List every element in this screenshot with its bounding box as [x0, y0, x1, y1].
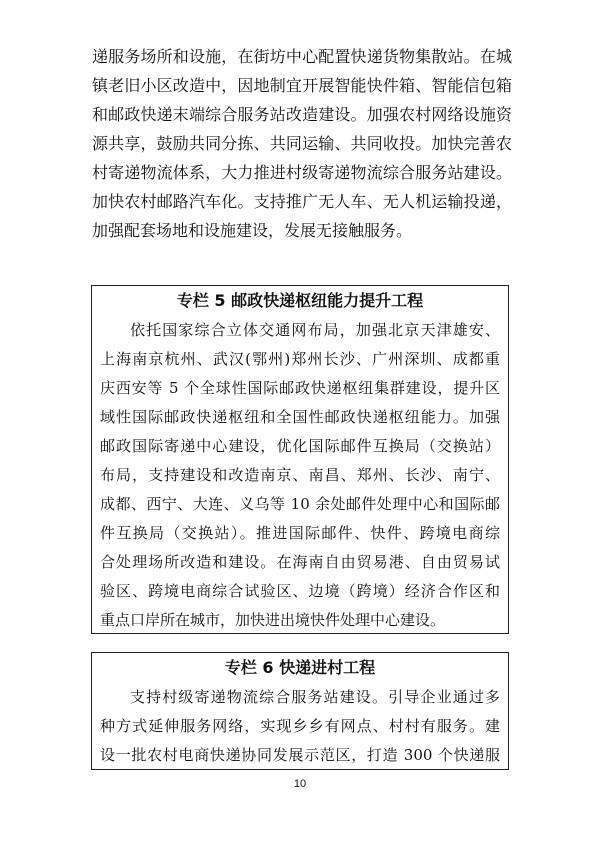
text-line: 和邮政快递末端综合服务站改造建设。加强农村网络设施资 [92, 105, 512, 124]
text-line: 种方式延伸服务网络，实现乡乡有网点、村村有服务。建 [100, 717, 500, 735]
text-line: 依托国家综合立体交通网布局，加强北京天津雄安、 [130, 321, 500, 339]
text-line: 加快农村邮路汽车化。支持推广无人车、无人机运输投递， [92, 192, 512, 211]
column-box-title: 专栏 6 快递进村工程 [224, 658, 376, 677]
column-box-5 [91, 285, 509, 634]
text-line: 加强配套场地和设施建设，发展无接触服务。 [92, 221, 413, 240]
body-paragraph [92, 42, 512, 245]
text-line: 邮政国际寄递中心建设，优化国际邮件互换局（交换站） [100, 437, 500, 455]
column-box-6 [91, 652, 509, 770]
page-number: 10 [293, 778, 307, 790]
text-line: 递服务场所和设施，在街坊中心配置快递货物集散站。在城 [92, 47, 512, 66]
text-line: 村寄递物流体系，大力推进村级寄递物流综合服务站建设。 [92, 163, 512, 182]
text-line: 布局，支持建设和改造南京、南昌、郑州、长沙、南宁、 [100, 466, 500, 484]
text-line: 验区、跨境电商综合试验区、边境（跨境）经济合作区和 [100, 582, 500, 600]
text-line: 源共享，鼓励共同分拣、共同运输、共同收投。加快完善农 [92, 134, 512, 153]
column-box-title: 专栏 5 邮政快递枢纽能力提升工程 [176, 291, 424, 310]
text-line: 上海南京杭州、武汉(鄂州)郑州长沙、广州深圳、成都重 [100, 350, 500, 368]
text-line: 成都、西宁、大连、义乌等 10 余处邮件处理中心和国际邮 [100, 495, 500, 513]
text-line: 镇老旧小区改造中，因地制宜开展智能快件箱、智能信包箱 [92, 76, 512, 95]
text-line: 重点口岸所在城市，加快进出境快件处理中心建设。 [100, 611, 446, 629]
text-line: 庆西安等 5 个全球性国际邮政快递枢纽集群建设，提升区 [100, 379, 500, 397]
text-line: 合处理场所改造和建设。在海南自由贸易港、自由贸易试 [100, 553, 500, 571]
text-line: 件互换局（交换站）。推进国际邮件、快件、跨境电商综 [100, 524, 500, 542]
text-line: 支持村级寄递物流综合服务站建设。引导企业通过多 [130, 688, 500, 706]
text-line: 设一批农村电商快递协同发展示范区，打造 300 个快递服 [100, 746, 500, 764]
text-line: 域性国际邮政快递枢纽和全国性邮政快递枢纽能力。加强 [100, 408, 500, 426]
